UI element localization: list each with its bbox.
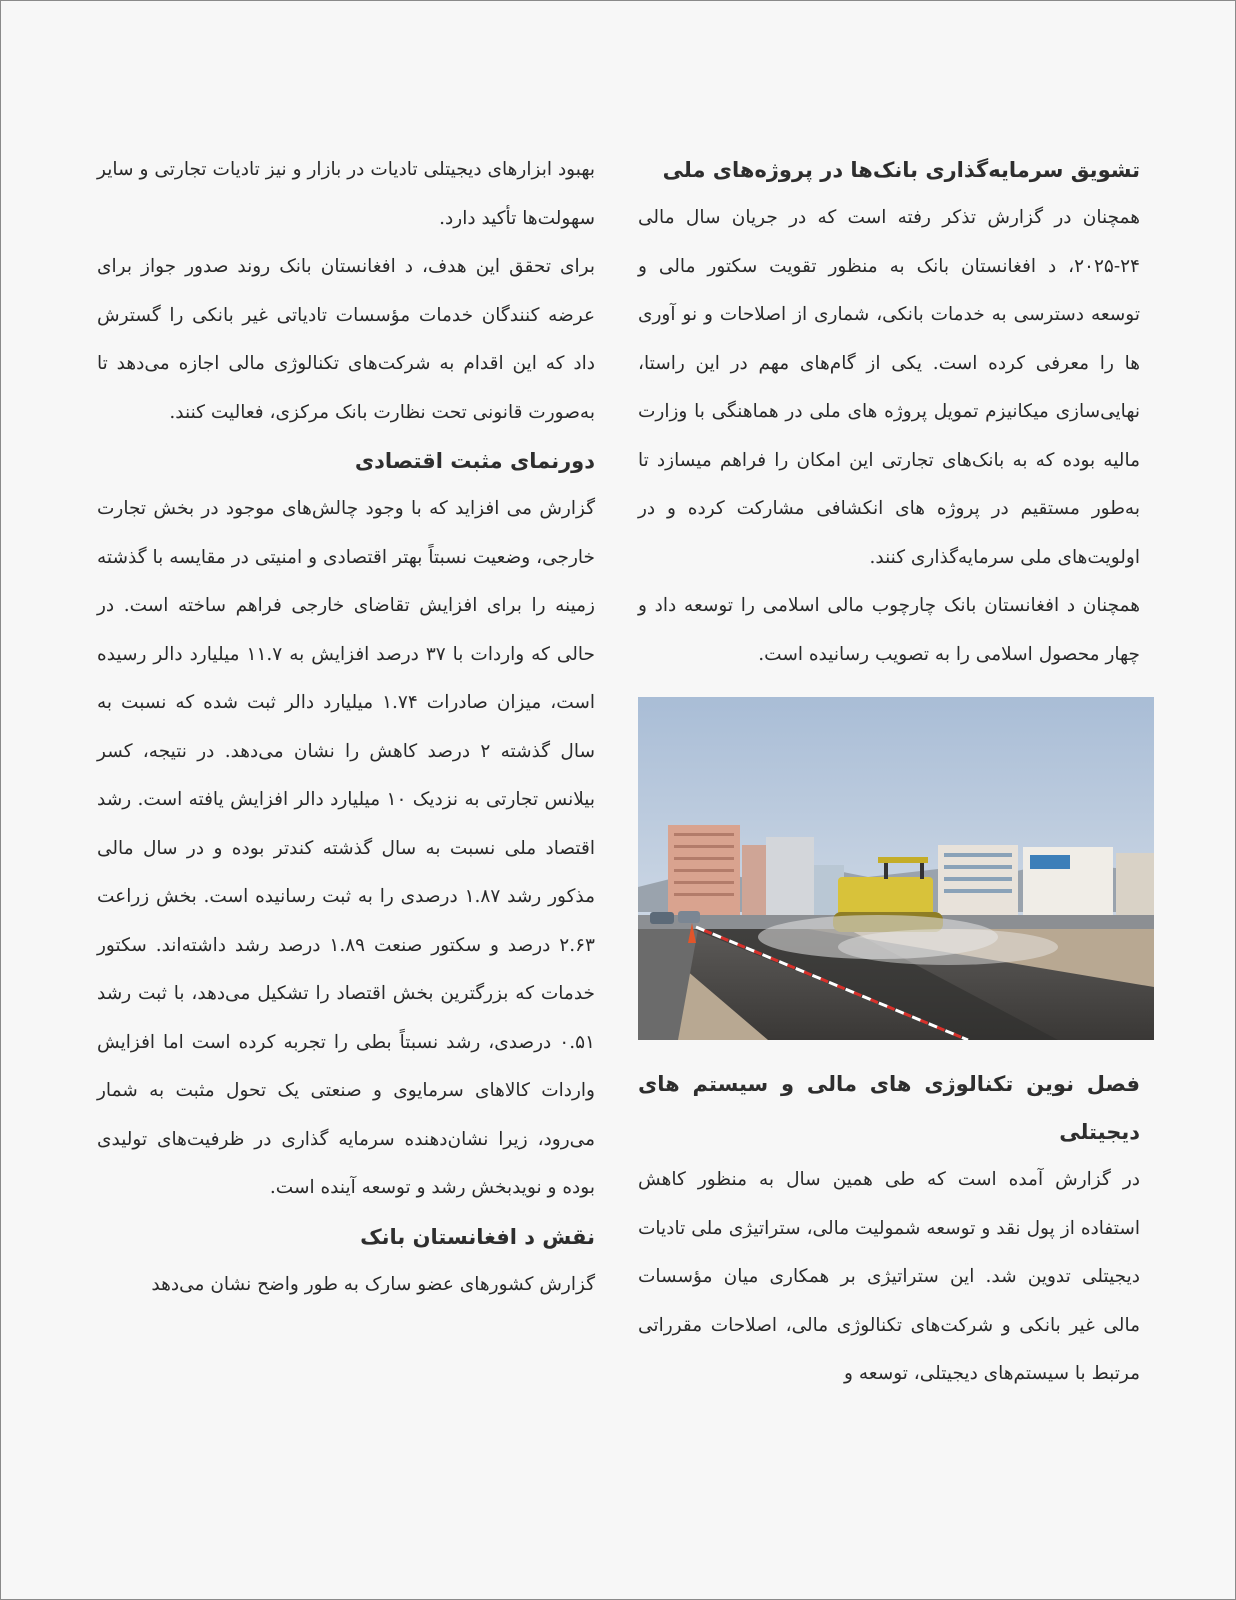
left-column [97, 146, 595, 1309]
paragraph-licensing: برای تحقق این هدف، د افغانستان بانک روند صدور جواز برای عرضه کنندگان خدمات مؤسسات تادیاتی غیر بانکی را گسترش داد که این اقدام به شرکت‌های تکنالوژی مالی اجازه می‌دهد تا به‌صورت قانونی تحت نظارت بانک مرکزی، فعالیت کنند. [97, 256, 595, 423]
paragraph-fintech: در گزارش آمده است که طی همین سال به منظور کاهش استفاده از پول نقد و توسعه شمولیت مالی، ستراتیژی ملی تادیات دیجیتلی تدوین شد. این ستراتیژی بر همکاری میان مؤسسات مالی غیر بانکی و شرکت‌های تکنالوژی مالی، اصلاحات مقرراتی مرتبط با سیستم‌های دیجیتلی، توسعه و [638, 1169, 1140, 1384]
heading-dab-role: نقش د افغانستان بانک [360, 1224, 595, 1249]
heading-bank-investment: تشویق سرمایه‌گذاری بانک‌ها در پروژه‌های ملی [662, 158, 1140, 182]
heading-fintech: فصل نوین تکنالوژی های مالی و سیستم های دیجیتلی [638, 1072, 1140, 1144]
road-construction-photo [638, 697, 1154, 1040]
paragraph-bank-investment: همچنان در گزارش تذکر رفته است که در جریان سال مالی ۲۴-۲۰۲۵، د افغانستان بانک به منظور تقویت سکتور مالی و توسعه دسترسی به خدمات بانکی، شماری از اصلاحات و نو آوری ها را معرفی کرده است. یکی از گام‌های مهم در این راستا، نهایی‌سازی میکانیزم تمویل پروژه های ملی در هماهنگی با وزارت مالیه بوده که به بانک‌های تجارتی این امکان را فراهم میسازد تا به‌طور مستقیم در پروژه های انکشافی مشارکت کرده و در اولویت‌های ملی سرمایه‌گذاری کنند. [638, 207, 1140, 568]
heading-economic-outlook: دورنمای مثبت اقتصادی [354, 449, 595, 473]
paragraph-islamic-finance: همچنان د افغانستان بانک چارچوب مالی اسلامی را توسعه داد و چهار محصول اسلامی را به تصویب رسانیده است. [638, 595, 1140, 665]
paragraph-dab-role: گزارش کشورهای عضو سارک به طور واضح نشان می‌دهد [151, 1273, 595, 1295]
paragraph-digital-payments: بهبود ابزارهای دیجیتلی تادیات در بازار و نیز تادیات تجارتی و سایر سهولت‌ها تأکید دارد. [97, 159, 595, 229]
paragraph-economic-outlook: گزارش می افزاید که با وجود چالش‌های موجود در بخش تجارت خارجی، وضعیت نسبتاً بهتر اقتصادی و امنیتی در مقایسه با گذشته زمینه را برای افزایش تقاضای خارجی فراهم ساخته است. در حالی که واردات با ۳۷ درصد افزایش به ۱۱.۷ میلیارد دالر رسیده است، میزان صادرات ۱.۷۴ میلیارد دالر ثبت شده که نسبت به سال گذشته ۲ درصد کاهش را نشان می‌دهد. در نتیجه، کسر بیلانس تجارتی به نزدیک ۱۰ میلیارد دالر افزایش یافته است. رشد اقتصاد ملی نسبت به سال گذشته کندتر بوده و در سال مالی مذکور رشد ۱.۸۷ درصدی را به ثبت رسانیده است. بخش زراعت ۲.۶۳ درصد و سکتور صنعت ۱.۸۹ درصد رشد داشته‌اند. سکتور خدمات که بزرگترین بخش اقتصاد را تشکیل می‌دهد، با ثبت رشد ۰.۵۱ درصدی، رشد نسبتاً بطی را تجربه کرده است اما افزایش واردات کالاهای سرمایوی و صنعتی یک تحول مثبت به شمار می‌رود، زیرا نشان‌دهنده سرمایه گذاری در ظرفیت‌های تولیدی بوده و نویدبخش رشد و توسعه آینده است. [97, 498, 596, 1198]
right-column [638, 146, 1140, 1399]
